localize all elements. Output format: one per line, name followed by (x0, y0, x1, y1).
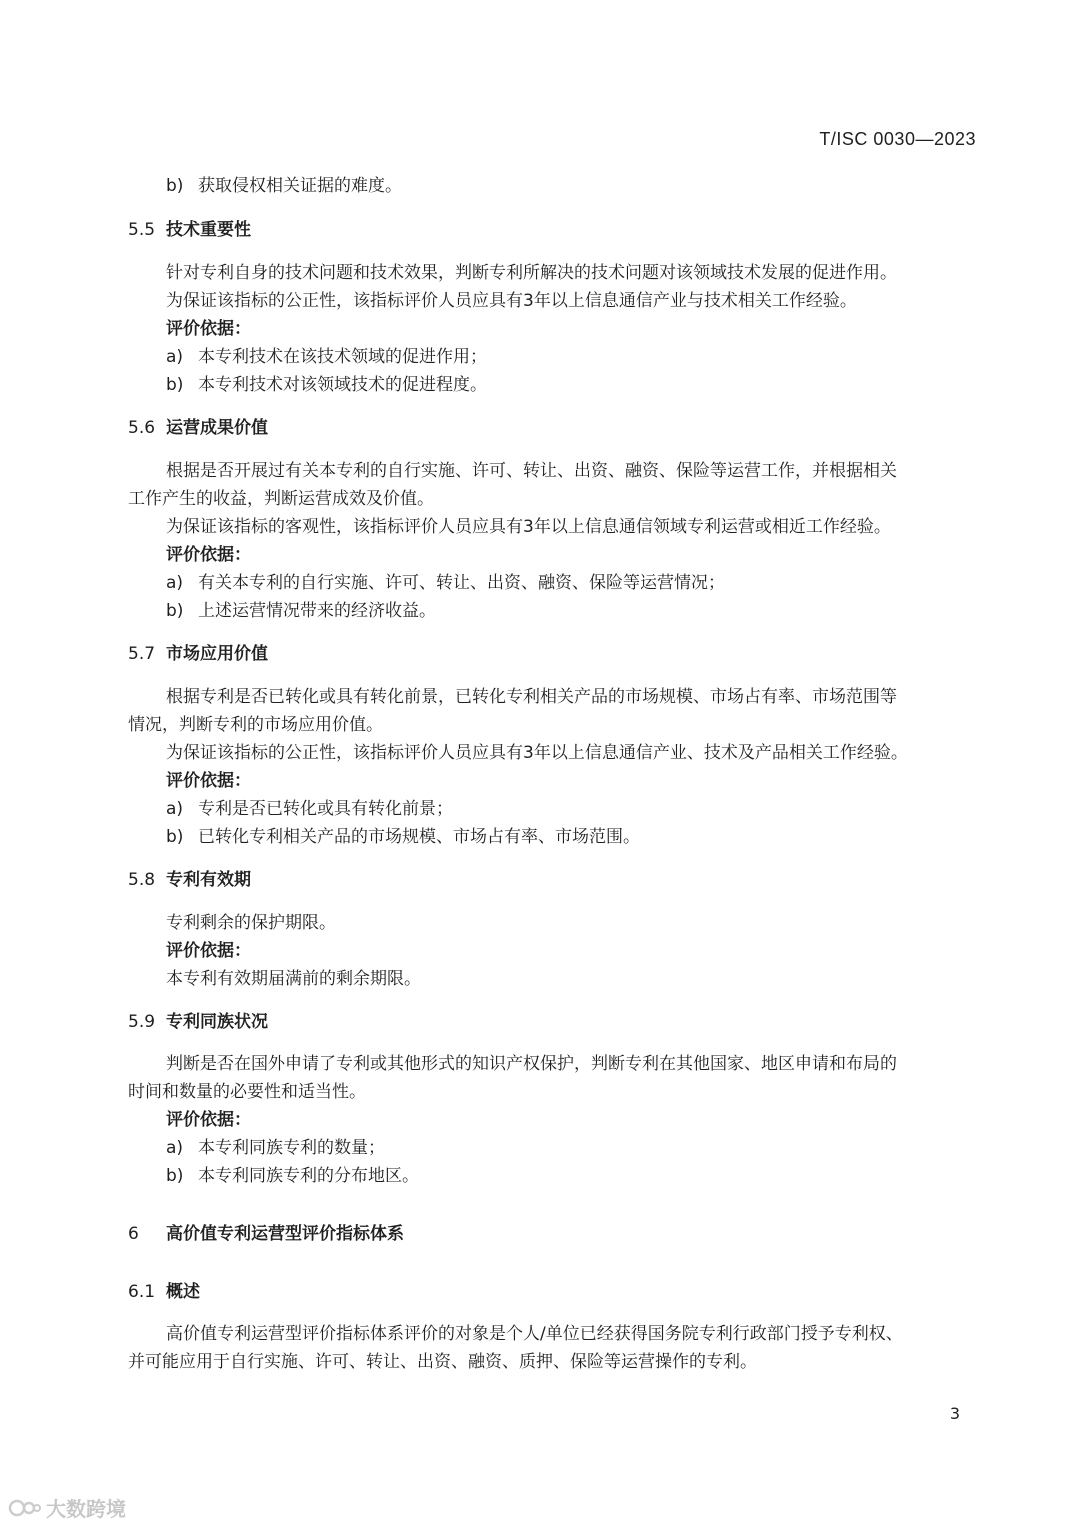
list-item-text: 上述运营情况带来的经济收益。 (198, 601, 436, 621)
section-title: 概述 (166, 1282, 200, 1302)
list-marker: a) (166, 347, 184, 367)
section-number: 6.1 (128, 1282, 156, 1302)
paragraph: 针对专利自身的技术问题和技术效果，判断专利所解决的技术问题对该领域技术发展的促进作用。 (166, 263, 897, 283)
document-code: T/ISC 0030—2023 (819, 129, 976, 149)
list-marker: a) (166, 799, 184, 819)
paragraph: 为保证该指标的公正性，该指标评价人员应具有3年以上信息通信产业与技术相关工作经验。 (166, 291, 857, 311)
paragraph-continuation: 时间和数量的必要性和适当性。 (128, 1082, 366, 1102)
list-item-text: 本专利技术对该领域技术的促进程度。 (198, 375, 487, 395)
section-number: 6 (128, 1224, 139, 1244)
list-marker: a) (166, 1138, 184, 1158)
list-item (128, 371, 487, 399)
paragraph: 判断是否在国外申请了专利或其他形式的知识产权保护，判断专利在其他国家、地区申请和布局的 (166, 1054, 897, 1074)
section-heading (128, 1278, 200, 1306)
section-number: 5.8 (128, 870, 156, 890)
list-item-text: 本专利同族专利的数量； (198, 1138, 385, 1158)
section-title: 专利有效期 (166, 870, 251, 890)
section-number: 5.5 (128, 220, 156, 240)
paragraph: 为保证该指标的公正性，该指标评价人员应具有3年以上信息通信产业、技术及产品相关工作经验。 (166, 743, 908, 763)
paragraph: 为保证该指标的客观性，该指标评价人员应具有3年以上信息通信领域专利运营或相近工作经验。 (166, 517, 891, 537)
section-number: 5.6 (128, 418, 156, 438)
list-item (128, 1162, 419, 1190)
list-item (128, 569, 725, 597)
section-number: 5.7 (128, 644, 156, 664)
list-item (128, 172, 402, 200)
evaluation-basis-label: 评价依据： (166, 319, 251, 339)
evaluation-basis-label: 评价依据： (166, 941, 251, 961)
section-heading (128, 414, 268, 442)
list-item-text: 已转化专利相关产品的市场规模、市场占有率、市场范围。 (198, 827, 640, 847)
section-heading (128, 866, 251, 894)
list-item (128, 597, 436, 625)
paragraph: 根据专利是否已转化或具有转化前景，已转化专利相关产品的市场规模、市场占有率、市场范围等 (166, 687, 897, 707)
section-heading (128, 1220, 404, 1248)
list-item (128, 795, 453, 823)
section-title: 运营成果价值 (166, 418, 268, 438)
paragraph-continuation: 并可能应用于自行实施、许可、转让、出资、融资、质押、保险等运营操作的专利。 (128, 1352, 757, 1372)
watermark-text: 大数跨境 (46, 1497, 126, 1521)
evaluation-basis-label: 评价依据： (166, 545, 251, 565)
list-marker: b) (166, 176, 184, 196)
paragraph: 专利剩余的保护期限。 (166, 913, 336, 933)
list-marker: b) (166, 375, 184, 395)
section-number: 5.9 (128, 1012, 156, 1032)
watermark (8, 1493, 126, 1522)
section-title: 市场应用价值 (166, 644, 268, 664)
list-marker: b) (166, 827, 184, 847)
list-item (128, 343, 487, 371)
evaluation-basis-label: 评价依据： (166, 771, 251, 791)
list-marker: a) (166, 573, 184, 593)
list-marker: b) (166, 601, 184, 621)
evaluation-basis-label: 评价依据： (166, 1110, 251, 1130)
section-title: 技术重要性 (166, 220, 251, 240)
list-item-text: 专利是否已转化或具有转化前景； (198, 799, 453, 819)
section-heading (128, 1008, 268, 1036)
paragraph-continuation: 工作产生的收益，判断运营成效及价值。 (128, 489, 434, 509)
watermark-logo-icon (8, 1497, 42, 1519)
paragraph-continuation: 情况，判断专利的市场应用价值。 (128, 715, 383, 735)
section-title: 专利同族状况 (166, 1012, 268, 1032)
paragraph: 高价值专利运营型评价指标体系评价的对象是个人/单位已经获得国务院专利行政部门授予专利权、 (166, 1324, 903, 1344)
list-item-text: 获取侵权相关证据的难度。 (198, 176, 402, 196)
section-heading (128, 216, 251, 244)
list-item-text: 有关本专利的自行实施、许可、转让、出资、融资、保险等运营情况； (198, 573, 725, 593)
paragraph: 本专利有效期届满前的剩余期限。 (166, 969, 421, 989)
paragraph: 根据是否开展过有关本专利的自行实施、许可、转让、出资、融资、保险等运营工作，并根据相关 (166, 461, 897, 481)
section-heading (128, 640, 268, 668)
list-item-text: 本专利同族专利的分布地区。 (198, 1166, 419, 1186)
list-item-text: 本专利技术在该技术领域的促进作用； (198, 347, 487, 367)
section-title: 高价值专利运营型评价指标体系 (166, 1224, 404, 1244)
list-item (128, 823, 640, 851)
page-number: 3 (949, 1404, 960, 1423)
list-item (128, 1134, 385, 1162)
list-marker: b) (166, 1166, 184, 1186)
